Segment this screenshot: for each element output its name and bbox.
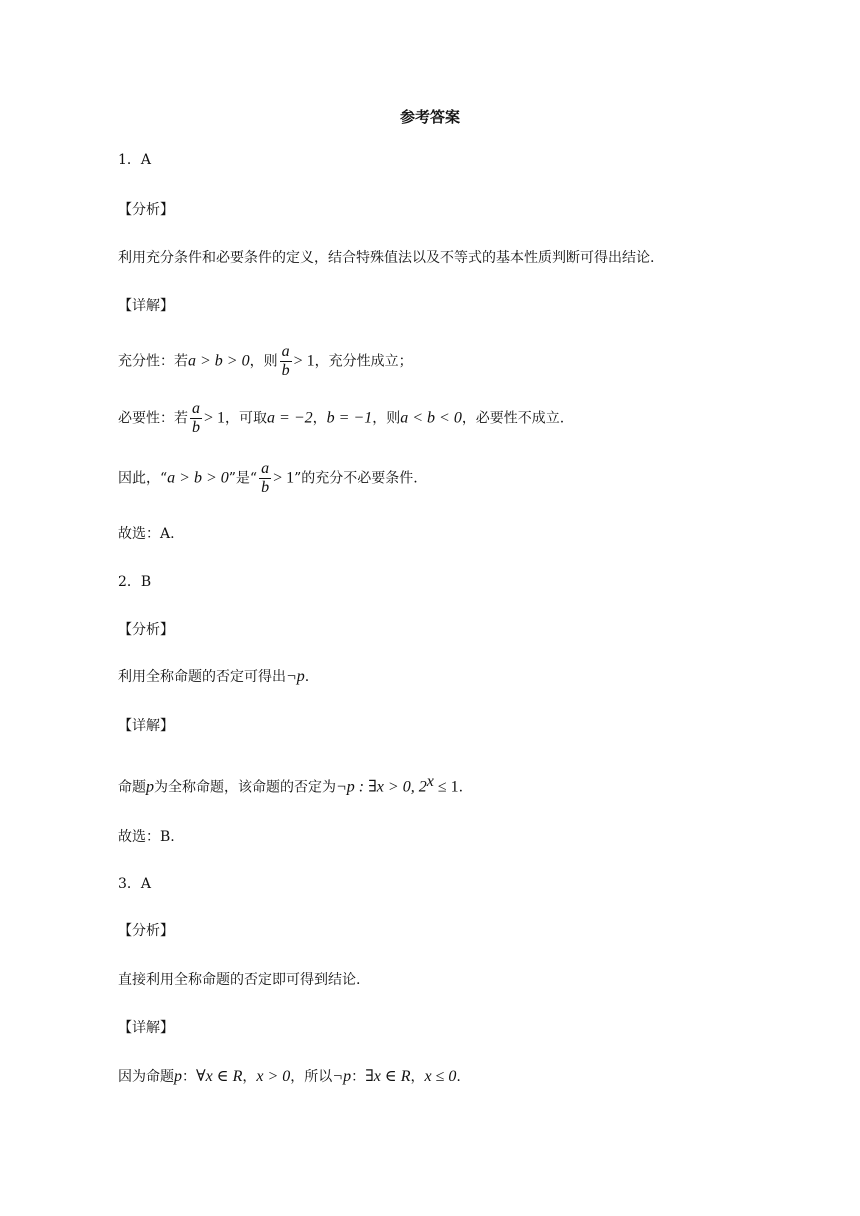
frac-numerator: a <box>261 460 270 477</box>
q1-l2-frac-rest: > 1 <box>204 409 226 427</box>
q1-l2-text-b: ，可取 <box>225 410 268 427</box>
frac-denominator: b <box>281 362 290 379</box>
q2-detail-text <box>118 772 463 798</box>
q2-xj-text-a: 命题 <box>118 779 146 796</box>
q1-l2-expr2: b = −1 <box>326 409 373 427</box>
q1-l2-sep: ， <box>312 410 327 427</box>
q2-xj-expr2: ≤ 1 <box>433 778 459 796</box>
q1-l1-text-b: ，则 <box>249 353 278 370</box>
q1-conclusion-line <box>118 460 418 497</box>
q1-number: 1．A <box>118 152 152 168</box>
q1-necessity-line <box>118 400 564 437</box>
q3-xj-expr1: ∀x ∈ R <box>196 1068 243 1085</box>
q1-l2-text-d: ，必要性不成立. <box>461 410 565 427</box>
q3-xj-sep1: ， <box>242 1069 257 1085</box>
q1-l3-text-b: ”是“ <box>228 470 258 487</box>
q2-fenxi-end: . <box>304 669 310 685</box>
q1-analysis-text: 利用充分条件和必要条件的定义，结合特殊值法以及不等式的基本性质判断可得出结论. <box>118 250 655 266</box>
q1-l2-expr1: a = −2 <box>267 409 313 427</box>
q1-l1-text-c: ，充分性成立； <box>314 353 413 370</box>
frac-numerator: a <box>192 400 200 417</box>
q3-xj-expr5: x ≤ 0 <box>424 1068 457 1085</box>
q2-fenxi-text: 利用全称命题的否定可得出 <box>118 669 286 685</box>
q1-l2-text-a: 必要性：若 <box>118 410 188 427</box>
q1-l2-text-c: ，则 <box>372 410 401 427</box>
q2-analysis-text <box>118 667 309 687</box>
q1-l3-fraction <box>259 460 271 497</box>
q1-l3-expr: a > b > 0 <box>167 469 229 487</box>
q1-l1-text-a: 充分性：若 <box>118 353 188 370</box>
q1-detail-label: 【详解】 <box>118 298 174 314</box>
q2-xj-text-b: 为全称命题，该命题的否定为 <box>154 779 336 796</box>
q1-analysis-label: 【分析】 <box>118 202 174 218</box>
q3-number: 3．A <box>118 876 152 892</box>
q3-xj-expr4: ∃x ∈ R <box>365 1068 411 1085</box>
q1-l3-text-c: ”的充分不必要条件. <box>294 470 418 487</box>
q3-xj-text-a: 因为命题 <box>118 1069 174 1085</box>
page-title: 参考答案 <box>399 108 460 126</box>
q3-xj-expr2: x > 0 <box>256 1068 291 1085</box>
q2-xj-end: . <box>458 779 464 796</box>
q1-l3-frac-rest: > 1 <box>273 469 295 487</box>
q3-xj-colon2: ： <box>351 1069 366 1085</box>
q3-xj-p: p <box>174 1068 182 1085</box>
q3-xj-end: . <box>456 1069 461 1085</box>
q1-answer: 故选：A. <box>118 526 175 542</box>
q3-xj-colon: ： <box>182 1069 196 1085</box>
q3-xj-text-b: ，所以 <box>290 1069 333 1085</box>
q2-analysis-label: 【分析】 <box>118 622 174 638</box>
q1-sufficiency-line <box>118 343 413 380</box>
q3-analysis-label: 【分析】 <box>118 923 174 939</box>
q2-fenxi-expr: ¬p <box>286 668 305 685</box>
q3-detail-text <box>118 1067 461 1087</box>
q2-number: 2．B <box>118 574 152 590</box>
frac-denominator: b <box>261 479 270 496</box>
q1-l2-fraction <box>190 400 202 437</box>
q1-l3-text-a: 因此，“ <box>118 470 168 487</box>
q2-xj-sup: x <box>426 773 434 790</box>
q1-l1-frac-rest: > 1 <box>293 352 315 370</box>
q2-xj-p: p <box>146 778 154 796</box>
q2-detail-label: 【详解】 <box>118 718 174 734</box>
frac-numerator: a <box>281 343 290 360</box>
q3-analysis-text: 直接利用全称命题的否定即可得到结论. <box>118 972 361 988</box>
frac-denominator: b <box>192 419 200 436</box>
q3-detail-label: 【详解】 <box>118 1020 174 1036</box>
q1-l1-expr: a > b > 0 <box>188 352 250 370</box>
q1-l1-fraction <box>280 343 292 380</box>
q2-xj-expr: ¬p : ∃x > 0, 2 <box>336 778 427 796</box>
q2-answer: 故选：B. <box>118 829 175 845</box>
q3-xj-sep2: ， <box>410 1069 425 1085</box>
q1-l2-expr3: a < b < 0 <box>400 409 462 427</box>
q3-xj-expr3: ¬p <box>332 1068 352 1085</box>
